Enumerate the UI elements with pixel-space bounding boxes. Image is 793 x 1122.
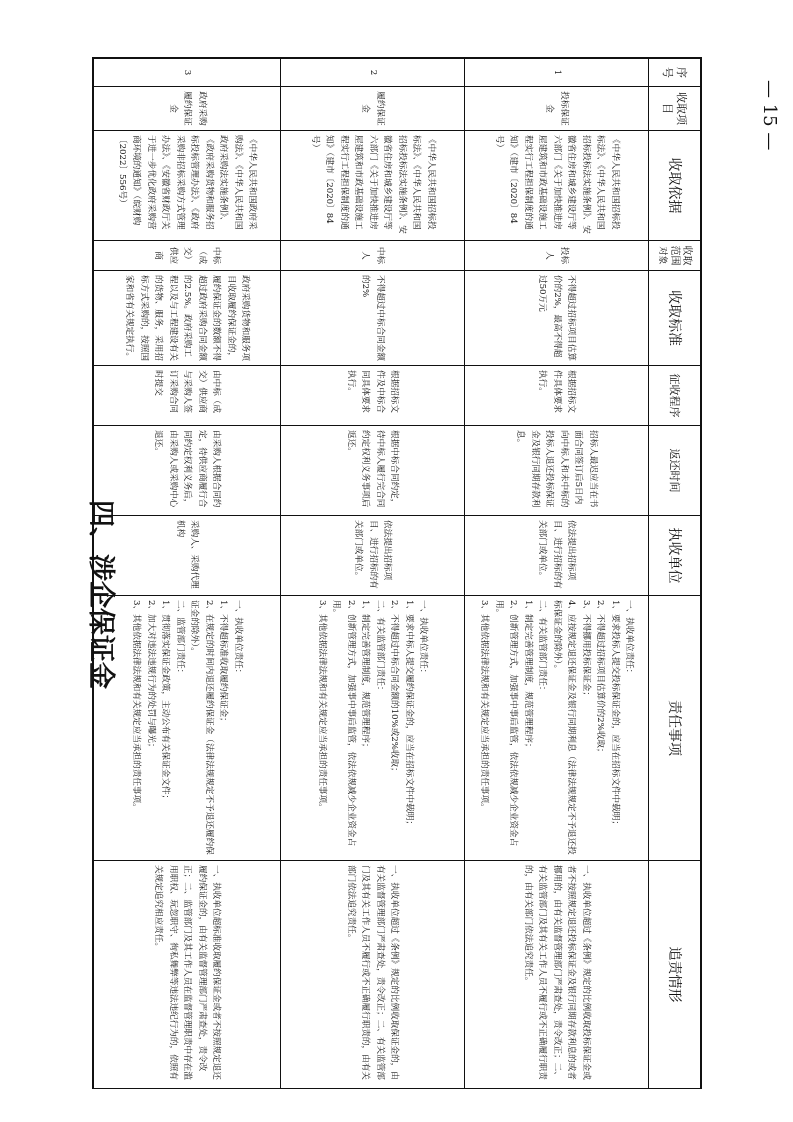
header-accountability: 追责情形 — [648, 861, 700, 1089]
cell-accountability: 一、执收单位超标准收取履约保证金或者不按照规定退还履约保证金的，由有关监督管理部门严肃查处，责令改正；二、监管部门及其工作人员在监督管理职责中存在滥用职权、玩忽职守、徇私舞弊等违法违纪行为的，依照有关规定追究相应责任。 — [94, 861, 281, 1089]
duty-line: 1、制定完善管理制度，规范管理程序； — [360, 600, 371, 752]
duty-line: 1、要求投标人提交投标保证金的，应当在招标文件中载明； — [609, 600, 620, 829]
cell-item: 履约保证金 — [280, 87, 464, 131]
header-basis: 收取依据 — [648, 131, 700, 241]
cell-refund-time: 由采购人根据合同约定，待供应商履行合同约定权利义务后，由采购人或采购中心退还。 — [94, 426, 281, 516]
duty-line: 2、创新管理方式，加强事中事后监管，依法依规减少企业资金占用。 — [331, 600, 356, 847]
table-row — [464, 59, 648, 1089]
duty-line: 2、不得超过中标合同金额的10%或2%收取； — [389, 600, 400, 776]
cell-duty — [464, 596, 648, 861]
cell-unit: 依法提出招标项目、进行招标的有关部门或单位。 — [280, 516, 464, 596]
duty-line: 1、贯彻落实保证金政策，主动公布有关保证金文件； — [160, 600, 171, 804]
duty-line: 2、加大对违法违规行为的处罚与曝光； — [145, 600, 156, 752]
header-scope-sub: 对象 — [657, 246, 668, 265]
duty-line: 4、应按规定退还保证金及银行同期利息（法律法规规定不予退还投标保证金的除外）。 — [551, 600, 577, 855]
duty-line: 2、创新管理方式，加强事中事后监管，依法依规减少企业资金占用。 — [493, 600, 519, 847]
cell-standard: 不得超过中标合同金额的2% — [280, 271, 464, 366]
cell-item: 投标保证金 — [464, 87, 648, 131]
table-header-row — [648, 59, 700, 1089]
duty-line: 一、执收单位责任： — [624, 600, 635, 678]
cell-refund-time: 根据中标合同约定，待中标人履行完合同约定权利义务事项后返还。 — [280, 426, 464, 516]
duty-line: 一、执收单位责任： — [232, 600, 243, 678]
cell-duty — [94, 596, 281, 861]
cell-basis: 《中华人民共和国招标投标法》、《中华人民共和国招标投标法实施条例》、安徽省住房和城乡建设厅等六部门《关于加快推进房屋建筑和市政基础设施工程实行工程担保制度的通知》（建市〔2020〕84号） — [464, 131, 648, 241]
duty-line: 3、其他依据法律法规和有关规定应当承担的责任事项。 — [131, 600, 142, 812]
cell-seq: 2 — [280, 59, 464, 87]
cell-duty — [280, 596, 464, 861]
table-row — [280, 59, 464, 1089]
header-standard: 收取标准 — [648, 271, 700, 366]
cell-seq: 3 — [94, 59, 281, 87]
header-item: 收取项目 — [648, 87, 700, 131]
duty-line: 3、其他依据法律法规和有关规定应当承担的责任事项。 — [316, 600, 327, 812]
cell-procedure: 根据招标文件具体要求执行。 — [464, 366, 648, 426]
duty-line: 3、其他依据法律法规和有关规定应当承担的责任事项。 — [479, 600, 490, 812]
cell-scope: 中标（成交）供应商 — [94, 241, 281, 271]
cell-standard: 政府采购货物和服务项目收取履约保证金的，履约保证金的数额不得超过政府采购合同金额的2.5%。政府采购工程以及与工程建设有关的货物、服务，采用招标方式采购的，按照国家和省有关规定执行。 — [94, 271, 281, 366]
header-procedure: 征收程序 — [648, 366, 700, 426]
deposit-table — [93, 58, 701, 1089]
cell-procedure: 由中标（成交）供应商与采购人签订采购合同时提交 — [94, 366, 281, 426]
header-duty: 责任事项 — [648, 596, 700, 861]
duty-line: 1、不得超标准收取履约保证金； — [218, 600, 229, 726]
document-title: 四、涉企保证金 — [85, 500, 116, 689]
cell-basis: 《中华人民共和国招标投标法》、《中华人民共和国招标投标法实施条例》、安徽省住房和城乡建设厅等六部门《关于加快推进房屋建筑和市政基础设施工程实行工程担保制度的通知》（建市〔2020〕84号） — [280, 131, 464, 241]
duty-line: 3、不得挪用投标保证金； — [580, 600, 591, 700]
cell-refund-time: 招标人最迟应当在书面合同签订后5日内向中标人和未中标的投标人退还投标保证金及银行同期存款利息。 — [464, 426, 648, 516]
cell-item: 政府采购履约保证金 — [94, 87, 281, 131]
duty-line: 1、要求中标人提交履约保证金的，应当在招标文件中载明； — [403, 600, 414, 829]
cell-procedure: 根据招标文件及中标合同具体要求执行。 — [280, 366, 464, 426]
cell-scope: 投标人 — [464, 241, 648, 271]
header-scope-label: 收取范围 — [669, 245, 693, 266]
cell-unit: 采购人、采购代理机构 — [94, 516, 281, 596]
cell-scope: 中标人 — [280, 241, 464, 271]
cell-standard: 不得超过招标项目估算价的2%，最高不得超过50万元 — [464, 271, 648, 366]
duty-line: 一、执收单位责任： — [418, 600, 429, 678]
duty-line: 2、不得超过招标项目估算价的2%收取； — [595, 600, 606, 757]
cell-unit: 依法提出招标项目、进行招标的有关部门或单位。 — [464, 516, 648, 596]
header-seq: 序号 — [648, 59, 700, 87]
duty-line: 2、在规定的时间内退还履约保证金（法律法规规定不予退还履约保证金的除外）。 — [189, 600, 214, 855]
cell-accountability: 一、执收单位超过《条例》规定的比例收取投标保证金或者不按照规定退还投标保证金及银行同期存款利息的或者挪用的，由有关监督管理部门严肃查处，责令改正；二、有关监管部门及其有关工作人员不履行或不正确履行职责的，由有关部门依法追究责任。 — [464, 861, 648, 1089]
cell-seq: 1 — [464, 59, 648, 87]
table-row — [94, 59, 281, 1089]
page-number: — 15 — — [759, 80, 780, 151]
header-scope — [648, 241, 700, 271]
fee-table-container — [92, 57, 702, 1089]
header-unit: 执收单位 — [648, 516, 700, 596]
duty-line: 1、制定完善管理制度，规范管理程序； — [522, 600, 533, 752]
cell-basis: 《中华人民共和国政府采购法》、《中华人民共和国政府采购法实施条例》、《政府采购货物和服务招标投标管理办法》、《政府采购非招标采购方式管理办法》、《安徽省财政厅关于进一步优化政府采购营商环境的通知》（皖财购〔2022〕556号） — [94, 131, 281, 241]
duty-line: 二、监管部门责任： — [174, 600, 185, 678]
cell-accountability: 一、执收单位超过《条例》规定的比例收取保证金的，由有关监督管理部门严肃查处，责令改正；二、有关监管部门及其有关工作人员不履行或不正确履行职责的，由有关部门依法追究责任。 — [280, 861, 464, 1089]
duty-line: 二、有关监管部门责任： — [537, 600, 548, 695]
duty-line: 二、有关监管部门责任： — [374, 600, 385, 695]
header-refund-time: 返还时间 — [648, 426, 700, 516]
